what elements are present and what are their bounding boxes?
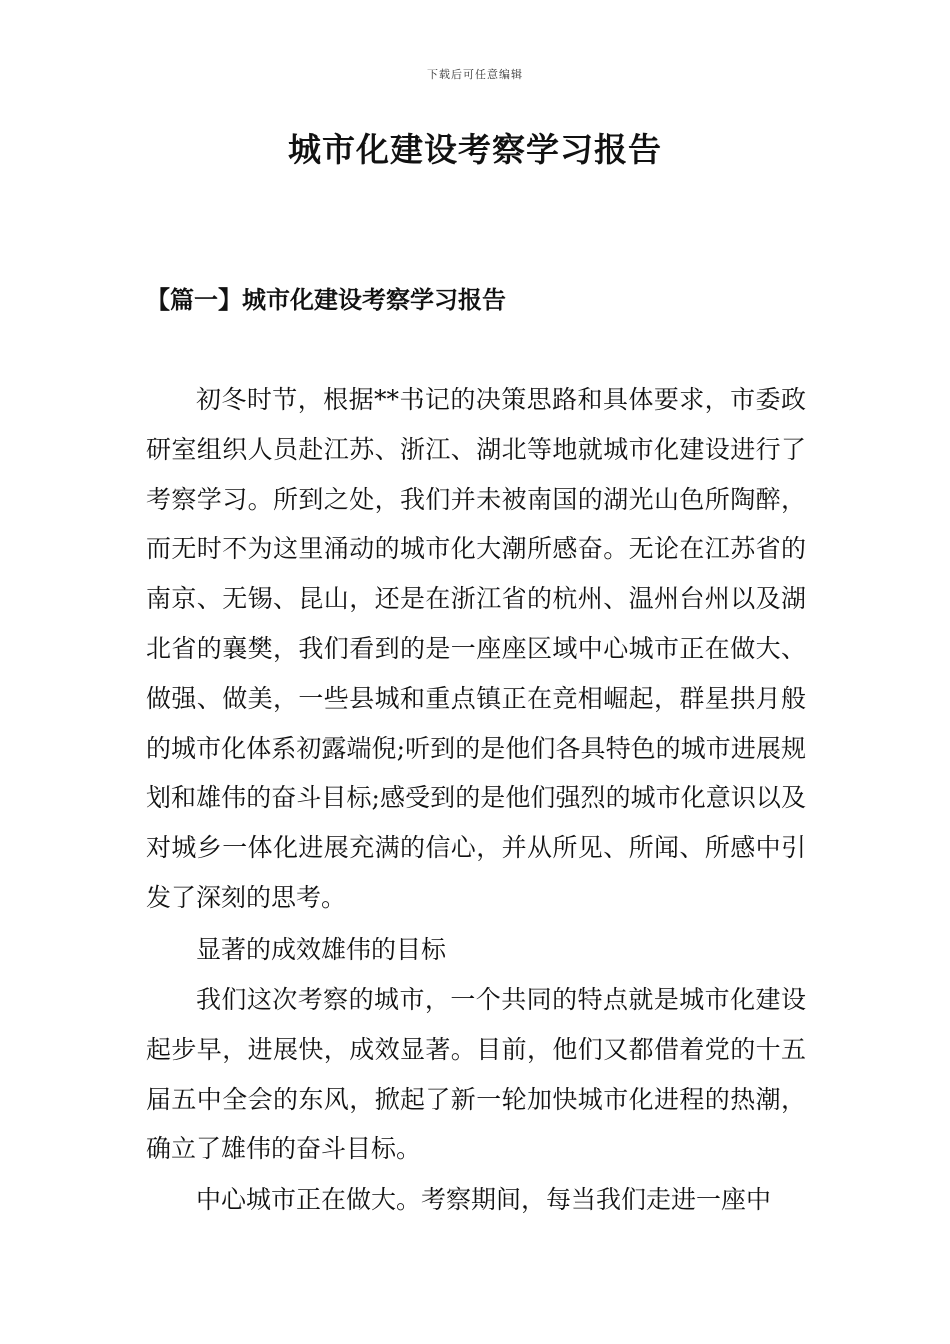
- header-note: 下载后可任意编辑: [427, 68, 523, 81]
- body-paragraph-2: 我们这次考察的城市，一个共同的特点就是城市化建设起步早，进展快，成效显著。目前，他们又都借着党的十五届五中全会的东风，掀起了新一轮加快城市化进程的热潮，确立了雄伟的奋斗目标。: [146, 985, 806, 1164]
- document-title: 城市化建设考察学习报告: [288, 130, 662, 169]
- section-heading: 【篇一】城市化建设考察学习报告: [146, 285, 506, 314]
- subheading-paragraph: 显著的成效雄伟的目标: [196, 935, 447, 964]
- body-paragraph-3: 中心城市正在做大。考察期间，每当我们走进一座中: [196, 1185, 772, 1214]
- body-paragraph-1: 初冬时节，根据**书记的决策思路和具体要求，市委政研室组织人员赴江苏、浙江、湖北等地就城市化建设进行了考察学习。所到之处，我们并未被南国的湖光山色所陶醉，而无时不为这里涌动的城市化大潮所感奋。无论在江苏省的南京、无锡、昆山，还是在浙江省的杭州、温州台州以及湖北省的襄樊，我们看到的是一座座区域中心城市正在做大、做强、做美，一些县城和重点镇正在竞相崛起，群星拱月般的城市化体系初露端倪;听到的是他们各具特色的城市进展规划和雄伟的奋斗目标;感受到的是他们强烈的城市化意识以及对城乡一体化进展充满的信心，并从所见、所闻、所感中引发了深刻的思考。: [146, 385, 806, 912]
